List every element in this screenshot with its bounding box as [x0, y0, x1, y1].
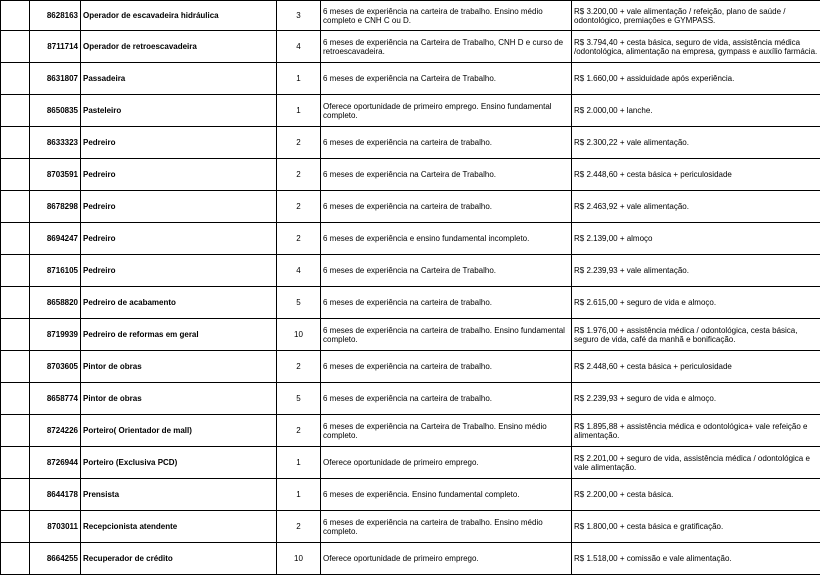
job-code: 8658774 [30, 383, 81, 415]
salary-benefits: R$ 1.660,00 + assiduidade após experiência. [572, 63, 820, 95]
row-margin-cell [1, 351, 30, 383]
job-code: 8703591 [30, 159, 81, 191]
vacancy-count: 1 [277, 95, 321, 127]
table-row [1, 415, 820, 447]
table-row [1, 223, 820, 255]
salary-benefits: R$ 2.239,93 + vale alimentação. [572, 255, 820, 287]
table-row [1, 319, 820, 351]
vacancy-count: 3 [277, 1, 321, 31]
table-row [1, 127, 820, 159]
vacancy-count: 2 [277, 159, 321, 191]
vacancy-count: 5 [277, 287, 321, 319]
job-code: 8644178 [30, 479, 81, 511]
salary-benefits: R$ 2.448,60 + cesta básica + periculosidade [572, 159, 820, 191]
table-row [1, 479, 820, 511]
job-code: 8658820 [30, 287, 81, 319]
job-title: Pedreiro [81, 159, 277, 191]
job-requirements: 6 meses de experiência na carteira de trabalho. Ensino médio completo. [321, 511, 572, 543]
row-margin-cell [1, 479, 30, 511]
salary-benefits: R$ 2.201,00 + seguro de vida, assistência médica / odontológica e vale alimentação. [572, 447, 820, 479]
row-margin-cell [1, 95, 30, 127]
job-requirements: 6 meses de experiência na Carteira de Trabalho. [321, 63, 572, 95]
job-code: 8724226 [30, 415, 81, 447]
table-row [1, 287, 820, 319]
job-code: 8711714 [30, 31, 81, 63]
table-row [1, 511, 820, 543]
job-requirements: Oferece oportunidade de primeiro emprego. [321, 447, 572, 479]
table-row [1, 255, 820, 287]
job-requirements: 6 meses de experiência na carteira de trabalho. [321, 127, 572, 159]
job-code: 8650835 [30, 95, 81, 127]
job-title: Porteiro( Orientador de mall) [81, 415, 277, 447]
row-margin-cell [1, 127, 30, 159]
job-title: Pedreiro de acabamento [81, 287, 277, 319]
job-title: Porteiro (Exclusiva PCD) [81, 447, 277, 479]
salary-benefits: R$ 3.200,00 + vale alimentação / refeição, plano de saúde / odontológico, premiações e GYMPASS. [572, 1, 820, 31]
vacancy-count: 1 [277, 479, 321, 511]
job-title: Pedreiro [81, 255, 277, 287]
salary-benefits: R$ 2.300,22 + vale alimentação. [572, 127, 820, 159]
table-row [1, 31, 820, 63]
salary-benefits: R$ 2.200,00 + cesta básica. [572, 479, 820, 511]
row-margin-cell [1, 543, 30, 575]
job-requirements: 6 meses de experiência na Carteira de Trabalho. [321, 159, 572, 191]
salary-benefits: R$ 3.794,40 + cesta básica, seguro de vida, assistência médica /odontológica, alimentação na empresa, gympass e auxílio farmácia. [572, 31, 820, 63]
salary-benefits: R$ 2.615,00 + seguro de vida e almoço. [572, 287, 820, 319]
row-margin-cell [1, 63, 30, 95]
salary-benefits: R$ 2.463,92 + vale alimentação. [572, 191, 820, 223]
vacancy-count: 2 [277, 191, 321, 223]
job-title: Passadeira [81, 63, 277, 95]
vacancy-count: 2 [277, 223, 321, 255]
table-row [1, 191, 820, 223]
job-title: Pintor de obras [81, 351, 277, 383]
job-listings-body [1, 1, 820, 575]
job-requirements: 6 meses de experiência na carteira de trabalho. [321, 351, 572, 383]
table-row [1, 63, 820, 95]
row-margin-cell [1, 191, 30, 223]
row-margin-cell [1, 1, 30, 31]
row-margin-cell [1, 319, 30, 351]
row-margin-cell [1, 415, 30, 447]
vacancy-count: 1 [277, 63, 321, 95]
table-row [1, 383, 820, 415]
vacancy-count: 10 [277, 319, 321, 351]
row-margin-cell [1, 287, 30, 319]
vacancy-count: 4 [277, 31, 321, 63]
table-row [1, 543, 820, 575]
job-requirements: Oferece oportunidade de primeiro emprego. Ensino fundamental completo. [321, 95, 572, 127]
job-title: Prensista [81, 479, 277, 511]
vacancy-count: 2 [277, 415, 321, 447]
row-margin-cell [1, 511, 30, 543]
row-margin-cell [1, 159, 30, 191]
vacancy-count: 2 [277, 351, 321, 383]
job-requirements: Oferece oportunidade de primeiro emprego. [321, 543, 572, 575]
job-title: Recepcionista atendente [81, 511, 277, 543]
table-row [1, 351, 820, 383]
job-title: Pintor de obras [81, 383, 277, 415]
job-code: 8694247 [30, 223, 81, 255]
job-code: 8716105 [30, 255, 81, 287]
job-title: Pedreiro [81, 127, 277, 159]
job-code: 8726944 [30, 447, 81, 479]
vacancy-count: 5 [277, 383, 321, 415]
job-requirements: 6 meses de experiência na carteira de trabalho. Ensino fundamental completo. [321, 319, 572, 351]
table-row [1, 447, 820, 479]
table-row [1, 95, 820, 127]
job-code: 8719939 [30, 319, 81, 351]
job-title: Operador de escavadeira hidráulica [81, 1, 277, 31]
salary-benefits: R$ 1.800,00 + cesta básica e gratificação. [572, 511, 820, 543]
job-requirements: 6 meses de experiência na Carteira de Trabalho, CNH D e curso de retroescavadeira. [321, 31, 572, 63]
job-requirements: 6 meses de experiência e ensino fundamental incompleto. [321, 223, 572, 255]
vacancy-count: 1 [277, 447, 321, 479]
vacancy-count: 4 [277, 255, 321, 287]
row-margin-cell [1, 255, 30, 287]
salary-benefits: R$ 2.000,00 + lanche. [572, 95, 820, 127]
row-margin-cell [1, 447, 30, 479]
salary-benefits: R$ 2.448,60 + cesta básica + periculosidade [572, 351, 820, 383]
job-code: 8631807 [30, 63, 81, 95]
job-requirements: 6 meses de experiência na carteira de trabalho. [321, 191, 572, 223]
job-code: 8703605 [30, 351, 81, 383]
salary-benefits: R$ 1.895,88 + assistência médica e odontológica+ vale refeição e alimentação. [572, 415, 820, 447]
table-row [1, 159, 820, 191]
salary-benefits: R$ 2.239,93 + seguro de vida e almoço. [572, 383, 820, 415]
salary-benefits: R$ 1.518,00 + comissão e vale alimentação. [572, 543, 820, 575]
job-requirements: 6 meses de experiência na carteira de trabalho. [321, 287, 572, 319]
job-code: 8678298 [30, 191, 81, 223]
salary-benefits: R$ 1.976,00 + assistência médica / odontológica, cesta básica, seguro de vida, café da manhã e bonificação. [572, 319, 820, 351]
vacancy-count: 2 [277, 127, 321, 159]
vacancy-count: 10 [277, 543, 321, 575]
table-row [1, 1, 820, 31]
job-requirements: 6 meses de experiência na carteira de trabalho. [321, 383, 572, 415]
job-title: Recuperador de crédito [81, 543, 277, 575]
job-title: Pedreiro de reformas em geral [81, 319, 277, 351]
job-code: 8628163 [30, 1, 81, 31]
job-requirements: 6 meses de experiência na carteira de trabalho. Ensino médio completo e CNH C ou D. [321, 1, 572, 31]
job-title: Operador de retroescavadeira [81, 31, 277, 63]
vacancy-count: 2 [277, 511, 321, 543]
row-margin-cell [1, 223, 30, 255]
job-code: 8664255 [30, 543, 81, 575]
row-margin-cell [1, 383, 30, 415]
job-title: Pedreiro [81, 191, 277, 223]
row-margin-cell [1, 31, 30, 63]
job-requirements: 6 meses de experiência na Carteira de Trabalho. [321, 255, 572, 287]
salary-benefits: R$ 2.139,00 + almoço [572, 223, 820, 255]
job-code: 8703011 [30, 511, 81, 543]
job-requirements: 6 meses de experiência. Ensino fundamental completo. [321, 479, 572, 511]
job-title: Pasteleiro [81, 95, 277, 127]
job-requirements: 6 meses de experiência na Carteira de Trabalho. Ensino médio completo. [321, 415, 572, 447]
job-title: Pedreiro [81, 223, 277, 255]
job-code: 8633323 [30, 127, 81, 159]
